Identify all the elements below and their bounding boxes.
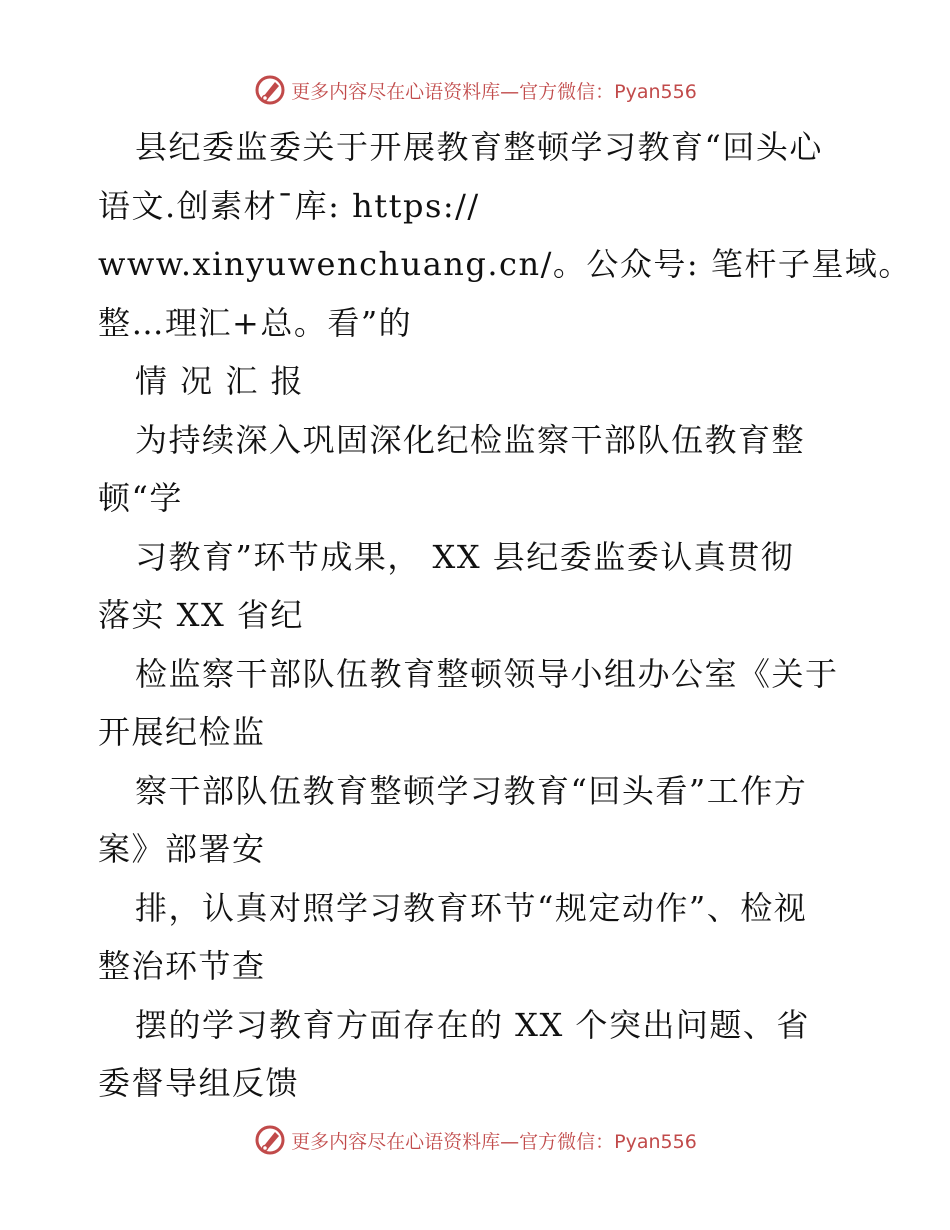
text-line: 为持续深入巩固深化纪检监察干部队伍教育整	[135, 420, 806, 459]
text-line: www.xinyuwenchuang.cn/。公众号: 笔杆子星域。	[98, 245, 912, 283]
text-line: 排，认真对照学习教育环节“规定动作”、检视	[135, 888, 808, 927]
text-line: 摆的学习教育方面存在的 XX 个突出问题、省	[135, 1005, 810, 1044]
text-line: 委督导组反馈	[98, 1064, 300, 1102]
document-body	[98, 118, 912, 1113]
text-line: 顿“学	[98, 479, 183, 517]
text-line: 开展纪检监	[98, 713, 266, 751]
header-banner	[0, 70, 950, 110]
text-line: 察干部队伍教育整顿学习教育“回头看”工作方	[135, 771, 808, 810]
text-line: 整治环节查	[98, 947, 266, 985]
pen-nib-logo-icon	[253, 73, 287, 107]
text-line: 案》部署安	[98, 830, 266, 868]
pen-nib-logo-icon	[253, 1123, 287, 1157]
header-banner-text: 更多内容尽在心语资料库—官方微信：Pyan556	[291, 80, 697, 103]
text-line: 落实 XX 省纪	[98, 596, 304, 634]
text-line: 习教育”环节成果， XX 县纪委监委认真贯彻	[135, 537, 795, 576]
footer-banner-text: 更多内容尽在心语资料库—官方微信：Pyan556	[291, 1130, 697, 1153]
footer-banner	[0, 1120, 950, 1160]
text-line: 整…理汇+总。看”的	[98, 303, 413, 342]
section-title: 情 况 汇 报	[135, 362, 305, 400]
text-line: 县纪委监委关于开展教育整顿学习教育“回头心	[135, 128, 823, 166]
text-line: 检监察干部队伍教育整顿领导小组办公室《关于	[135, 654, 839, 693]
text-line: 语文.创素材¯库: https://	[98, 186, 480, 225]
